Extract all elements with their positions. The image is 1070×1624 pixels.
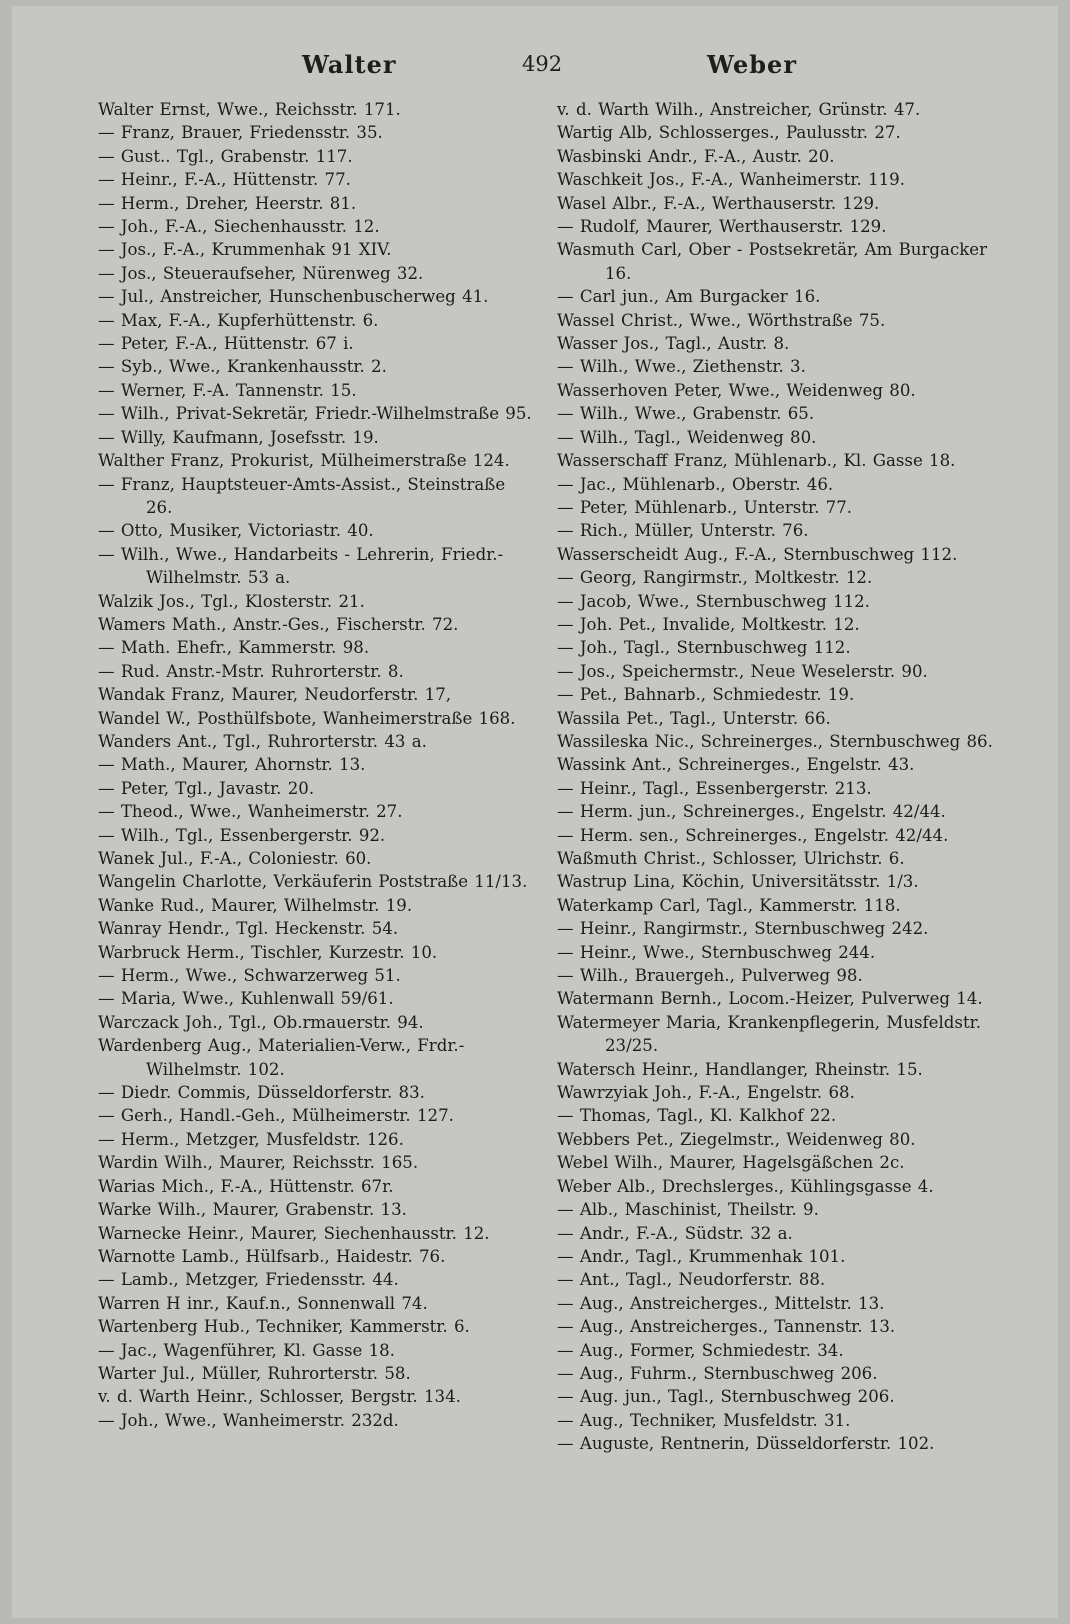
directory-entry: Watermeyer Maria, Krankenpflegerin, Musfeldstr. 23/25.	[557, 1012, 982, 1056]
directory-entry: Wastrup Lina, Köchin, Universitätsstr. 1/3.	[557, 872, 919, 892]
page-number: 492	[522, 52, 563, 76]
directory-entry: Webbers Pet., Ziegelmstr., Weidenweg 80.	[557, 1129, 916, 1149]
directory-entry: — Rudolf, Maurer, Werthauserstr. 129.	[557, 217, 887, 237]
directory-entry: — Heinr., F.-A., Hüttenstr. 77.	[98, 170, 351, 190]
directory-entry: — Syb., Wwe., Krankenhausstr. 2.	[98, 357, 387, 377]
directory-entry: Weber Alb., Drechslerges., Kühlingsgasse 4.	[557, 1176, 934, 1196]
directory-entry: — Jos., Speichermstr., Neue Weselerstr. 90.	[557, 661, 928, 681]
directory-entry: — Alb., Maschinist, Theilstr. 9.	[557, 1200, 819, 1220]
directory-entry: v. d. Warth Heinr., Schlosser, Bergstr. 134.	[98, 1387, 461, 1407]
directory-entry: v. d. Warth Wilh., Anstreicher, Grünstr. 47.	[557, 100, 921, 119]
directory-entry: Wassileska Nic., Schreinerges., Sternbuschweg 86.	[557, 731, 993, 751]
directory-entry: — Jac., Wagenführer, Kl. Gasse 18.	[98, 1340, 396, 1360]
directory-entry: — Joh., Wwe., Wanheimerstr. 232d.	[98, 1410, 399, 1430]
directory-entry: Warias Mich., F.-A., Hüttenstr. 67r.	[98, 1176, 394, 1196]
directory-entry: Wasserscheidt Aug., F.-A., Sternbuschweg 112.	[557, 544, 958, 564]
directory-entry: — Max, F.-A., Kupferhüttenstr. 6.	[98, 310, 379, 330]
directory-entry: Wassink Ant., Schreinerges., Engelstr. 43.	[557, 755, 915, 775]
directory-entry: Warczack Joh., Tgl., Ob.rmauerstr. 94.	[98, 1012, 424, 1032]
directory-entry: Webel Wilh., Maurer, Hagelsgäßchen 2c.	[557, 1153, 905, 1173]
directory-entry: — Wilh., Privat-Sekretär, Friedr.-Wilhelmstraße 95.	[98, 404, 532, 424]
directory-entry: Wanders Ant., Tgl., Ruhrorterstr. 43 a.	[98, 731, 427, 751]
directory-entry: — Aug., Anstreicherges., Mittelstr. 13.	[557, 1293, 885, 1313]
header-right-word: Weber	[707, 50, 797, 79]
directory-entry: — Jos., Steueraufseher, Nürenweg 32.	[98, 263, 424, 283]
directory-entry: — Wilh., Wwe., Grabenstr. 65.	[557, 404, 815, 424]
directory-entry: — Wilh., Tgl., Essenbergerstr. 92.	[98, 825, 386, 845]
directory-entry: — Willy, Kaufmann, Josefsstr. 19.	[98, 427, 379, 447]
directory-entry: Wartenberg Hub., Techniker, Kammerstr. 6.	[98, 1317, 470, 1337]
directory-entry: — Jos., F.-A., Krummenhak 91 XIV.	[98, 240, 392, 260]
directory-entry: — Jac., Mühlenarb., Oberstr. 46.	[557, 474, 834, 494]
directory-entry: — Auguste, Rentnerin, Düsseldorferstr. 102.	[557, 1434, 935, 1454]
directory-entry: Walter Ernst, Wwe., Reichsstr. 171.	[98, 100, 401, 119]
directory-entry: — Theod., Wwe., Wanheimerstr. 27.	[98, 802, 403, 822]
directory-entry: Wawrzyiak Joh., F.-A., Engelstr. 68.	[557, 1083, 855, 1103]
directory-entry: Walther Franz, Prokurist, Mülheimerstraße 124.	[98, 451, 510, 471]
directory-entry: — Math. Ehefr., Kammerstr. 98.	[98, 638, 370, 658]
directory-entry: Wassel Christ., Wwe., Wörthstraße 75.	[557, 310, 886, 330]
directory-entry: Wardin Wilh., Maurer, Reichsstr. 165.	[98, 1153, 419, 1173]
directory-entry: — Herm. jun., Schreinerges., Engelstr. 42/44.	[557, 802, 946, 822]
directory-entry: — Gust.. Tgl., Grabenstr. 117.	[98, 146, 353, 166]
directory-entry: — Herm. sen., Schreinerges., Engelstr. 42/44.	[557, 825, 949, 845]
directory-entry: Wasbinski Andr., F.-A., Austr. 20.	[557, 146, 835, 166]
directory-page	[12, 6, 1058, 1618]
directory-entry: — Thomas, Tagl., Kl. Kalkhof 22.	[557, 1106, 837, 1126]
directory-entry: — Franz, Hauptsteuer-Amts-Assist., Steinstraße 26.	[98, 474, 506, 517]
directory-entry: — Jacob, Wwe., Sternbuschweg 112.	[557, 591, 870, 611]
directory-entry: Wasel Albr., F.-A., Werthauserstr. 129.	[557, 193, 880, 213]
directory-entry: — Aug., Fuhrm., Sternbuschweg 206.	[557, 1363, 878, 1383]
directory-entry: Warnotte Lamb., Hülfsarb., Haidestr. 76.	[98, 1246, 446, 1266]
directory-entry: — Jul., Anstreicher, Hunschenbuscherweg 41.	[98, 287, 489, 307]
directory-entry: — Joh., Tagl., Sternbuschweg 112.	[557, 638, 851, 658]
directory-entry: — Otto, Musiker, Victoriastr. 40.	[98, 521, 374, 541]
directory-entry: Wamers Math., Anstr.-Ges., Fischerstr. 72.	[98, 614, 459, 634]
directory-entry: Wassila Pet., Tagl., Unterstr. 66.	[557, 708, 831, 728]
directory-entry: Wasmuth Carl, Ober - Postsekretär, Am Burgacker 16.	[557, 240, 988, 283]
header-left-word: Walter	[302, 50, 397, 79]
directory-entry: — Franz, Brauer, Friedensstr. 35.	[98, 123, 383, 143]
directory-entry: — Carl jun., Am Burgacker 16.	[557, 287, 821, 307]
directory-entry: Watersch Heinr., Handlanger, Rheinstr. 15.	[557, 1059, 923, 1079]
directory-entry: — Ant., Tagl., Neudorferstr. 88.	[557, 1270, 826, 1290]
directory-entry: — Lamb., Metzger, Friedensstr. 44.	[98, 1270, 399, 1290]
directory-entry: — Wilh., Wwe., Handarbeits - Lehrerin, Friedr.-Wilhelmstr. 53 a.	[98, 544, 504, 588]
directory-entry: — Aug., Techniker, Musfeldstr. 31.	[557, 1410, 851, 1430]
directory-entry: Wanek Jul., F.-A., Coloniestr. 60.	[98, 849, 372, 868]
directory-entry: Waßmuth Christ., Schlosser, Ulrichstr. 6.	[557, 849, 905, 868]
directory-entry: Wasser Jos., Tagl., Austr. 8.	[557, 334, 790, 354]
directory-entry: Walzik Jos., Tgl., Klosterstr. 21.	[98, 591, 365, 611]
directory-entry: — Herm., Metzger, Musfeldstr. 126.	[98, 1129, 404, 1149]
directory-entry: — Rud. Anstr.-Mstr. Ruhrorterstr. 8.	[98, 661, 404, 681]
directory-entry: — Aug., Former, Schmiedestr. 34.	[557, 1340, 844, 1360]
directory-entry: — Georg, Rangirmstr., Moltkestr. 12.	[557, 568, 873, 588]
directory-entry: Wasserhoven Peter, Wwe., Weidenweg 80.	[557, 380, 916, 400]
directory-entry: — Herm., Wwe., Schwarzerweg 51.	[98, 966, 401, 986]
directory-entry: — Pet., Bahnarb., Schmiedestr. 19.	[557, 685, 855, 705]
directory-entry: — Werner, F.-A. Tannenstr. 15.	[98, 380, 357, 400]
directory-entry: Wasserschaff Franz, Mühlenarb., Kl. Gasse 18.	[557, 451, 956, 471]
directory-entry: — Wilh., Wwe., Ziethenstr. 3.	[557, 357, 806, 377]
directory-entry: Wandel W., Posthülfsbote, Wanheimerstraße 168.	[98, 708, 516, 728]
directory-entry: Wartig Alb, Schlosserges., Paulusstr. 27.	[557, 123, 901, 143]
directory-entry: Wanray Hendr., Tgl. Heckenstr. 54.	[98, 919, 399, 939]
directory-entry: Warke Wilh., Maurer, Grabenstr. 13.	[98, 1200, 407, 1220]
directory-entry: — Peter, Mühlenarb., Unterstr. 77.	[557, 497, 853, 517]
page-header	[12, 50, 1058, 90]
directory-entry: — Diedr. Commis, Düsseldorferstr. 83.	[98, 1083, 425, 1103]
directory-entry: — Wilh., Brauergeh., Pulverweg 98.	[557, 966, 863, 986]
directory-entry: — Rich., Müller, Unterstr. 76.	[557, 521, 809, 541]
directory-entry: — Heinr., Wwe., Sternbuschweg 244.	[557, 942, 876, 962]
directory-entry: — Gerh., Handl.-Geh., Mülheimerstr. 127.	[98, 1106, 454, 1126]
directory-entry: Waterkamp Carl, Tagl., Kammerstr. 118.	[557, 895, 901, 915]
directory-entry: Waschkeit Jos., F.-A., Wanheimerstr. 119.	[557, 170, 906, 190]
right-column	[557, 98, 1005, 1456]
directory-entry: — Aug., Anstreicherges., Tannenstr. 13.	[557, 1317, 896, 1337]
directory-entry: — Wilh., Tagl., Weidenweg 80.	[557, 427, 817, 447]
directory-entry: Wanke Rud., Maurer, Wilhelmstr. 19.	[98, 895, 413, 915]
directory-entry: — Joh. Pet., Invalide, Moltkestr. 12.	[557, 614, 860, 634]
directory-entry: — Math., Maurer, Ahornstr. 13.	[98, 755, 366, 775]
directory-entry: — Heinr., Tagl., Essenbergerstr. 213.	[557, 778, 872, 798]
directory-entry: — Heinr., Rangirmstr., Sternbuschweg 242.	[557, 919, 929, 939]
directory-entry: Warnecke Heinr., Maurer, Siechenhausstr. 12.	[98, 1223, 490, 1243]
directory-entry: — Maria, Wwe., Kuhlenwall 59/61.	[98, 989, 394, 1009]
directory-entry: — Andr., F.-A., Südstr. 32 a.	[557, 1223, 793, 1243]
directory-entry: — Aug. jun., Tagl., Sternbuschweg 206.	[557, 1387, 895, 1407]
directory-entry: — Herm., Dreher, Heerstr. 81.	[98, 193, 357, 213]
directory-entry: — Andr., Tagl., Krummenhak 101.	[557, 1246, 846, 1266]
directory-entry: — Joh., F.-A., Siechenhausstr. 12.	[98, 217, 380, 237]
directory-entry: Warren H inr., Kauf.n., Sonnenwall 74.	[98, 1293, 428, 1313]
directory-entry: Wardenberg Aug., Materialien-Verw., Frdr.-Wilhelmstr. 102.	[98, 1036, 465, 1079]
directory-entry: Warbruck Herm., Tischler, Kurzestr. 10.	[98, 942, 438, 962]
directory-entry: — Peter, Tgl., Javastr. 20.	[98, 778, 315, 798]
directory-entry: — Peter, F.-A., Hüttenstr. 67 i.	[98, 334, 354, 354]
left-column	[98, 98, 536, 1432]
directory-entry: Watermann Bernh., Locom.-Heizer, Pulverweg 14.	[557, 989, 983, 1009]
directory-entry: Wangelin Charlotte, Verkäuferin Poststraße 11/13.	[98, 872, 528, 892]
directory-entry: Warter Jul., Müller, Ruhrorterstr. 58.	[98, 1363, 411, 1383]
directory-entry: Wandak Franz, Maurer, Neudorferstr. 17,	[98, 685, 452, 705]
